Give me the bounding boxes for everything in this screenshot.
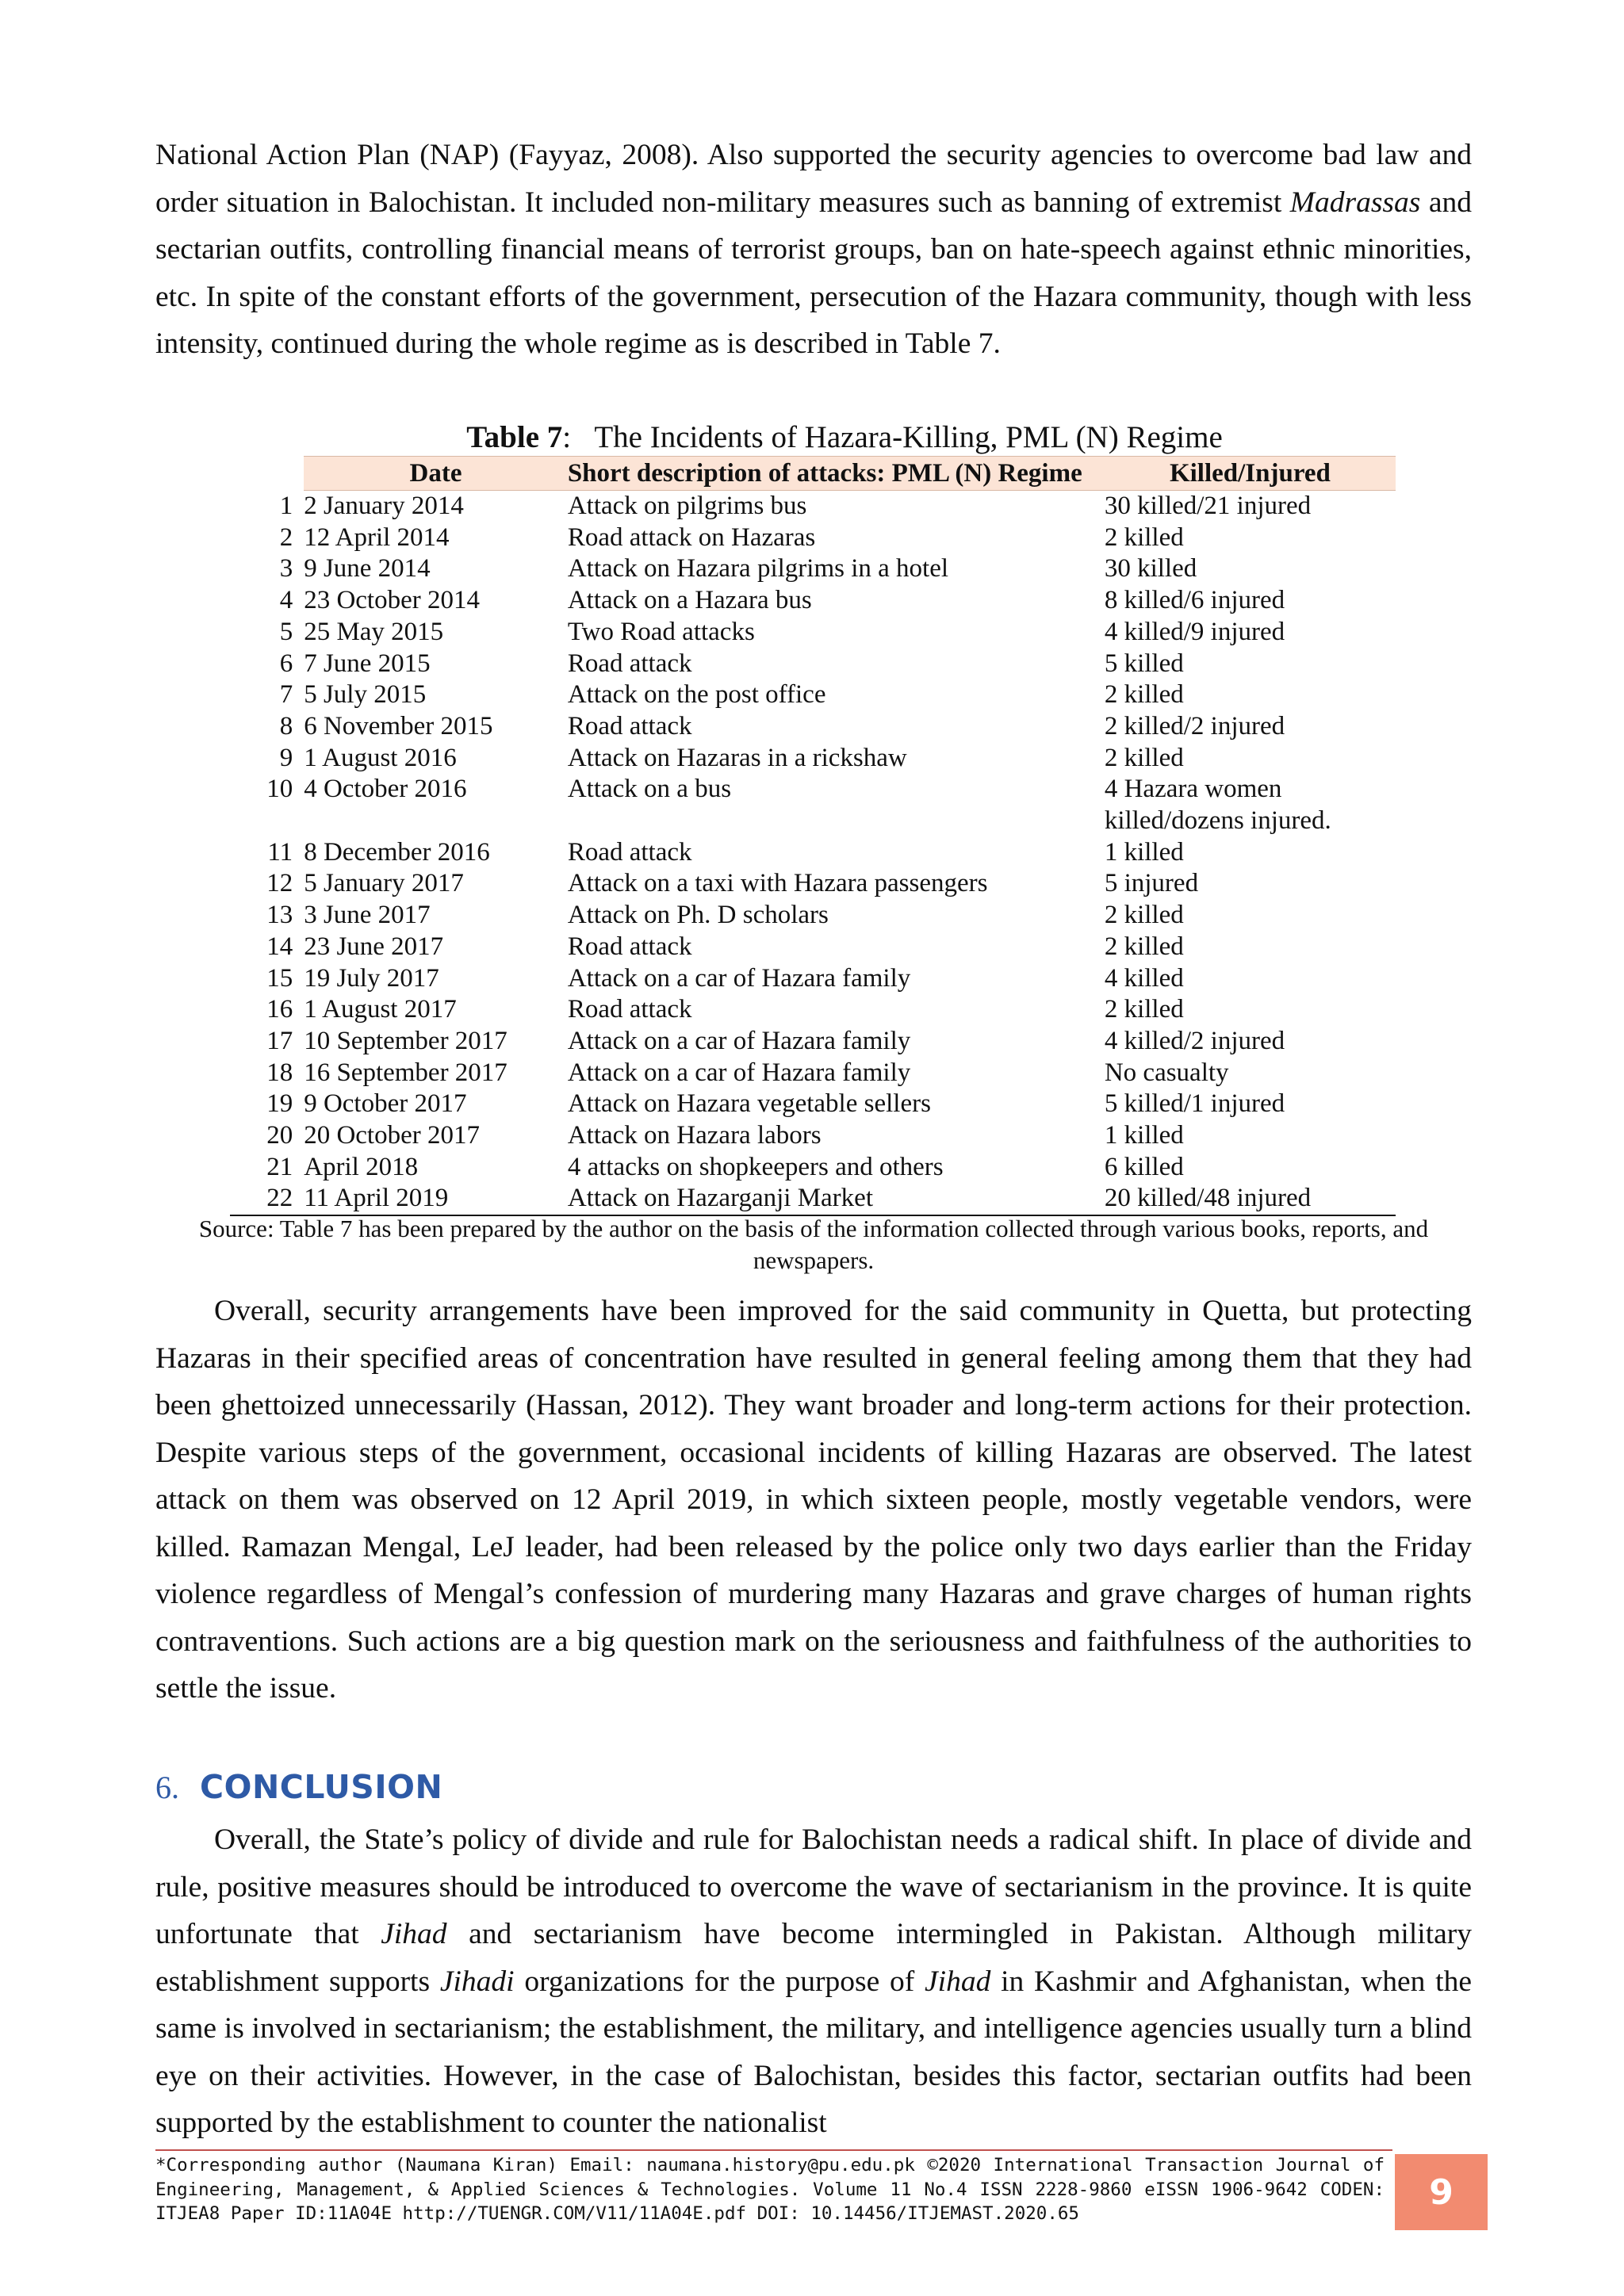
table-row <box>230 994 1396 1026</box>
row-date: 23 June 2017 <box>304 932 444 961</box>
row-description: Road attack <box>567 995 692 1024</box>
para3-text-b: and sectarianism have become intermingled in Pakistan. Although military establishment supports <box>155 1918 1472 1998</box>
row-casualties: 8 killed/6 injured <box>1104 586 1285 615</box>
row-number: 20 <box>266 1121 293 1150</box>
para3-text-d: in Kashmir and Afghanistan, when the same is involved in sectarianism; the establishment, the military, and intelligence agencies usually turn a blind eye on their activities. However, in the case of Balochistan, besides this factor, sectarian outfits had been supported by the establishment to counter the nationalist <box>155 1965 1472 2139</box>
row-description: Attack on Hazara pilgrims in a hotel <box>567 554 949 584</box>
row-casualties: 1 killed <box>1104 1121 1184 1150</box>
table-row <box>230 837 1396 869</box>
table-row <box>230 1089 1396 1120</box>
table-row <box>230 1026 1396 1058</box>
table-source-note: Source: Table 7 has been prepared by the author on the basis of the information collected through various books, reports, and newspapers. <box>198 1215 1429 1274</box>
para3-text-c: organizations for the purpose of <box>514 1965 925 1998</box>
row-casualties: 30 killed/21 injured <box>1104 492 1312 520</box>
row-number: 9 <box>279 743 293 772</box>
row-number: 21 <box>266 1152 293 1181</box>
row-casualties: 4 Hazara women killed/dozens injured. <box>1104 775 1331 836</box>
para3-italic-jihad-2: Jihad <box>925 1965 991 1998</box>
row-casualties: 1 killed <box>1104 837 1184 867</box>
section-number: 6. <box>155 1770 179 1805</box>
row-description: Attack on a taxi with Hazara passengers <box>567 869 988 898</box>
incidents-table <box>230 456 1396 1216</box>
row-casualties: 2 killed <box>1104 995 1184 1024</box>
section-heading <box>155 1765 442 1810</box>
row-number: 3 <box>279 554 293 584</box>
para3-italic-jihad-1: Jihad <box>381 1918 447 1950</box>
para3-italic-jihadi: Jihadi <box>439 1965 515 1998</box>
row-description: Two Road attacks <box>567 617 755 646</box>
row-number: 14 <box>266 932 293 961</box>
row-date: 25 May 2015 <box>304 617 444 646</box>
row-casualties: 4 killed/2 injured <box>1104 1026 1285 1055</box>
row-number: 2 <box>279 522 293 552</box>
row-description: 4 attacks on shopkeepers and others <box>567 1152 944 1181</box>
row-description: Attack on a Hazara bus <box>567 586 812 615</box>
table-row <box>230 649 1396 680</box>
row-description: Road attack <box>567 649 692 678</box>
row-description: Attack on pilgrims bus <box>567 492 807 520</box>
header-casualties: Killed/Injured <box>1105 457 1396 491</box>
paragraph-nap <box>155 132 1472 368</box>
paragraph-security: Overall, security arrangements have been improved for the said community in Quetta, but protecting Hazaras in their specified areas of concentration have resulted in general feeling among them that they had been ghettoized unnecessarily (Hassan, 2012). They want broader and long-term actions for their protection. Despite various steps of the government, occasional incidents of killing Hazaras are observed. The latest attack on them was observed on 12 April 2019, in which sixteen people, mostly vegetable vendors, were killed. Ramazan Mengal, LeJ leader, had been released by the police only two days earlier than the Friday violence regardless of Mengal’s confession of murdering many Hazaras and grave charges of human rights contraventions. Such actions are a big question mark on the seriousness and faithfulness of the authorities to settle the issue. <box>155 1295 1472 1705</box>
row-casualties: 2 killed <box>1104 680 1184 710</box>
table-row <box>230 932 1396 963</box>
row-description: Attack on Hazara labors <box>567 1121 822 1150</box>
row-casualties: 20 killed/48 injured <box>1105 1183 1396 1215</box>
row-casualties: 2 killed <box>1104 743 1184 772</box>
row-number: 1 <box>279 491 293 520</box>
row-casualties: 30 killed <box>1104 554 1197 584</box>
table-row <box>230 900 1396 932</box>
row-casualties: No casualty <box>1104 1058 1229 1087</box>
header-num-spacer <box>230 457 304 491</box>
row-date: 9 October 2017 <box>304 1089 467 1119</box>
row-number: 13 <box>266 901 293 930</box>
row-description: Road attack <box>567 711 692 740</box>
row-description: Attack on Hazara vegetable sellers <box>567 1089 931 1119</box>
row-description: Attack on Hazaras in a rickshaw <box>567 743 907 772</box>
table-header-row <box>230 457 1396 491</box>
row-date: 20 October 2017 <box>304 1121 480 1150</box>
row-casualties: 6 killed <box>1104 1152 1184 1181</box>
row-date: 3 June 2017 <box>304 901 431 930</box>
row-description: Attack on a car of Hazara family <box>567 963 911 993</box>
row-date: 10 September 2017 <box>304 1026 508 1055</box>
para1-text-a: National Action Plan (NAP) (Fayyaz, 2008). Also supported the security agencies to overcome bad law and order situation in Balochistan. It included non-military measures such as banning of extremist <box>155 139 1472 219</box>
row-description: Road attack <box>567 837 692 867</box>
row-casualties: 4 killed <box>1104 963 1184 993</box>
row-casualties: 2 killed/2 injured <box>1104 711 1285 740</box>
row-date: 8 December 2016 <box>304 837 490 867</box>
row-date: 16 September 2017 <box>304 1058 508 1087</box>
page-number-badge: 9 <box>1395 2154 1488 2230</box>
row-number: 8 <box>279 711 293 740</box>
row-date: 19 July 2017 <box>304 963 439 993</box>
table-row <box>230 774 1396 836</box>
row-number: 12 <box>266 869 293 898</box>
table-row <box>230 491 1396 522</box>
row-date: 7 June 2015 <box>304 649 431 678</box>
row-number: 4 <box>279 586 293 615</box>
header-date: Date <box>304 457 568 491</box>
table-row <box>230 743 1396 775</box>
row-number: 11 <box>267 837 293 867</box>
row-date: 23 October 2014 <box>304 586 480 615</box>
table-title: The Incidents of Hazara-Killing, PML (N) Regime <box>594 420 1223 454</box>
table-row <box>230 1058 1396 1089</box>
para1-italic-madrassas: Madrassas <box>1289 186 1421 219</box>
table-row <box>230 711 1396 743</box>
row-number: 16 <box>266 995 293 1024</box>
row-description: Road attack on Hazaras <box>567 522 816 552</box>
row-casualties: 2 killed <box>1104 901 1184 930</box>
row-casualties: 5 killed/1 injured <box>1104 1089 1285 1119</box>
row-casualties: 2 killed <box>1104 522 1184 552</box>
footer-divider <box>155 2149 1392 2151</box>
table-row <box>230 1120 1396 1152</box>
row-date: 6 November 2015 <box>304 711 493 740</box>
table-body <box>230 491 1396 1216</box>
row-number: 22 <box>230 1183 304 1215</box>
row-date: 5 January 2017 <box>304 869 464 898</box>
row-date: 1 August 2017 <box>304 995 457 1024</box>
row-number: 18 <box>266 1058 293 1087</box>
row-description: Attack on the post office <box>567 680 826 710</box>
row-casualties: 5 injured <box>1104 869 1199 898</box>
row-date: 11 April 2019 <box>304 1183 568 1215</box>
table-row <box>230 868 1396 900</box>
row-date: 12 April 2014 <box>304 522 450 552</box>
header-description: Short description of attacks: PML (N) Regime <box>568 457 1105 491</box>
para3-text-a: Overall, the State’s policy of divide and rule for Balochistan needs a radical shift. In place of divide and rule, positive measures should be introduced to overcome the wave of sectarianism in the province. It is quite unfortunate that <box>155 1823 1472 1950</box>
row-description: Attack on Ph. D scholars <box>567 901 829 930</box>
row-number: 19 <box>266 1089 293 1119</box>
row-description: Attack on a bus <box>567 775 732 804</box>
table-row <box>230 553 1396 585</box>
table-row <box>230 963 1396 995</box>
row-date: 2 January 2014 <box>304 492 464 520</box>
para1-text-b: and sectarian outfits, controlling financial means of terrorist groups, ban on hate-speech against ethnic minorities, etc. In spite of the constant efforts of the government, persecution of the Hazara community, though with less intensity, continued during the whole regime as is described in Table 7. <box>155 186 1472 360</box>
section-title: CONCLUSION <box>200 1768 443 1806</box>
table-row <box>230 1152 1396 1184</box>
table-label: Table 7 <box>466 420 563 454</box>
row-number: 7 <box>279 680 293 710</box>
table-row <box>230 585 1396 617</box>
row-description: Attack on Hazarganji Market <box>568 1183 1105 1215</box>
row-date: 1 August 2016 <box>304 743 457 772</box>
table-row <box>230 679 1396 711</box>
row-description: Attack on a car of Hazara family <box>567 1058 911 1087</box>
row-number: 6 <box>279 649 293 678</box>
row-description: Attack on a car of Hazara family <box>567 1026 911 1055</box>
paragraph-conclusion <box>155 1816 1472 2147</box>
row-date: April 2018 <box>304 1152 419 1181</box>
row-number: 17 <box>266 1026 293 1055</box>
table-label-sep: : <box>562 420 572 454</box>
table-row <box>230 617 1396 649</box>
table-row <box>230 1183 1396 1215</box>
row-casualties: 5 killed <box>1104 649 1184 678</box>
row-date: 9 June 2014 <box>304 554 431 584</box>
table-caption <box>293 419 1396 457</box>
row-description: Road attack <box>567 932 692 961</box>
row-date: 4 October 2016 <box>304 775 467 804</box>
row-casualties: 4 killed/9 injured <box>1104 617 1285 646</box>
table-row <box>230 522 1396 554</box>
footer-citation: *Corresponding author (Naumana Kiran) Email: naumana.history@pu.edu.pk ©2020 International Transaction Journal of Engineering, Management, & Applied Sciences & Technologies. Volume 11 No.4 ISSN 2228-9860 eISSN 1906-9642 CODEN: ITJEA8 Paper ID:11A04E http://TUENGR.COM/V11/11A04E.pdf DOI: 10.14456/ITJEMAST.2020.65 <box>155 2155 1385 2224</box>
row-casualties: 2 killed <box>1104 932 1184 961</box>
row-number: 10 <box>266 775 293 804</box>
row-number: 15 <box>266 963 293 993</box>
row-date: 5 July 2015 <box>304 680 427 710</box>
row-number: 5 <box>279 617 293 646</box>
